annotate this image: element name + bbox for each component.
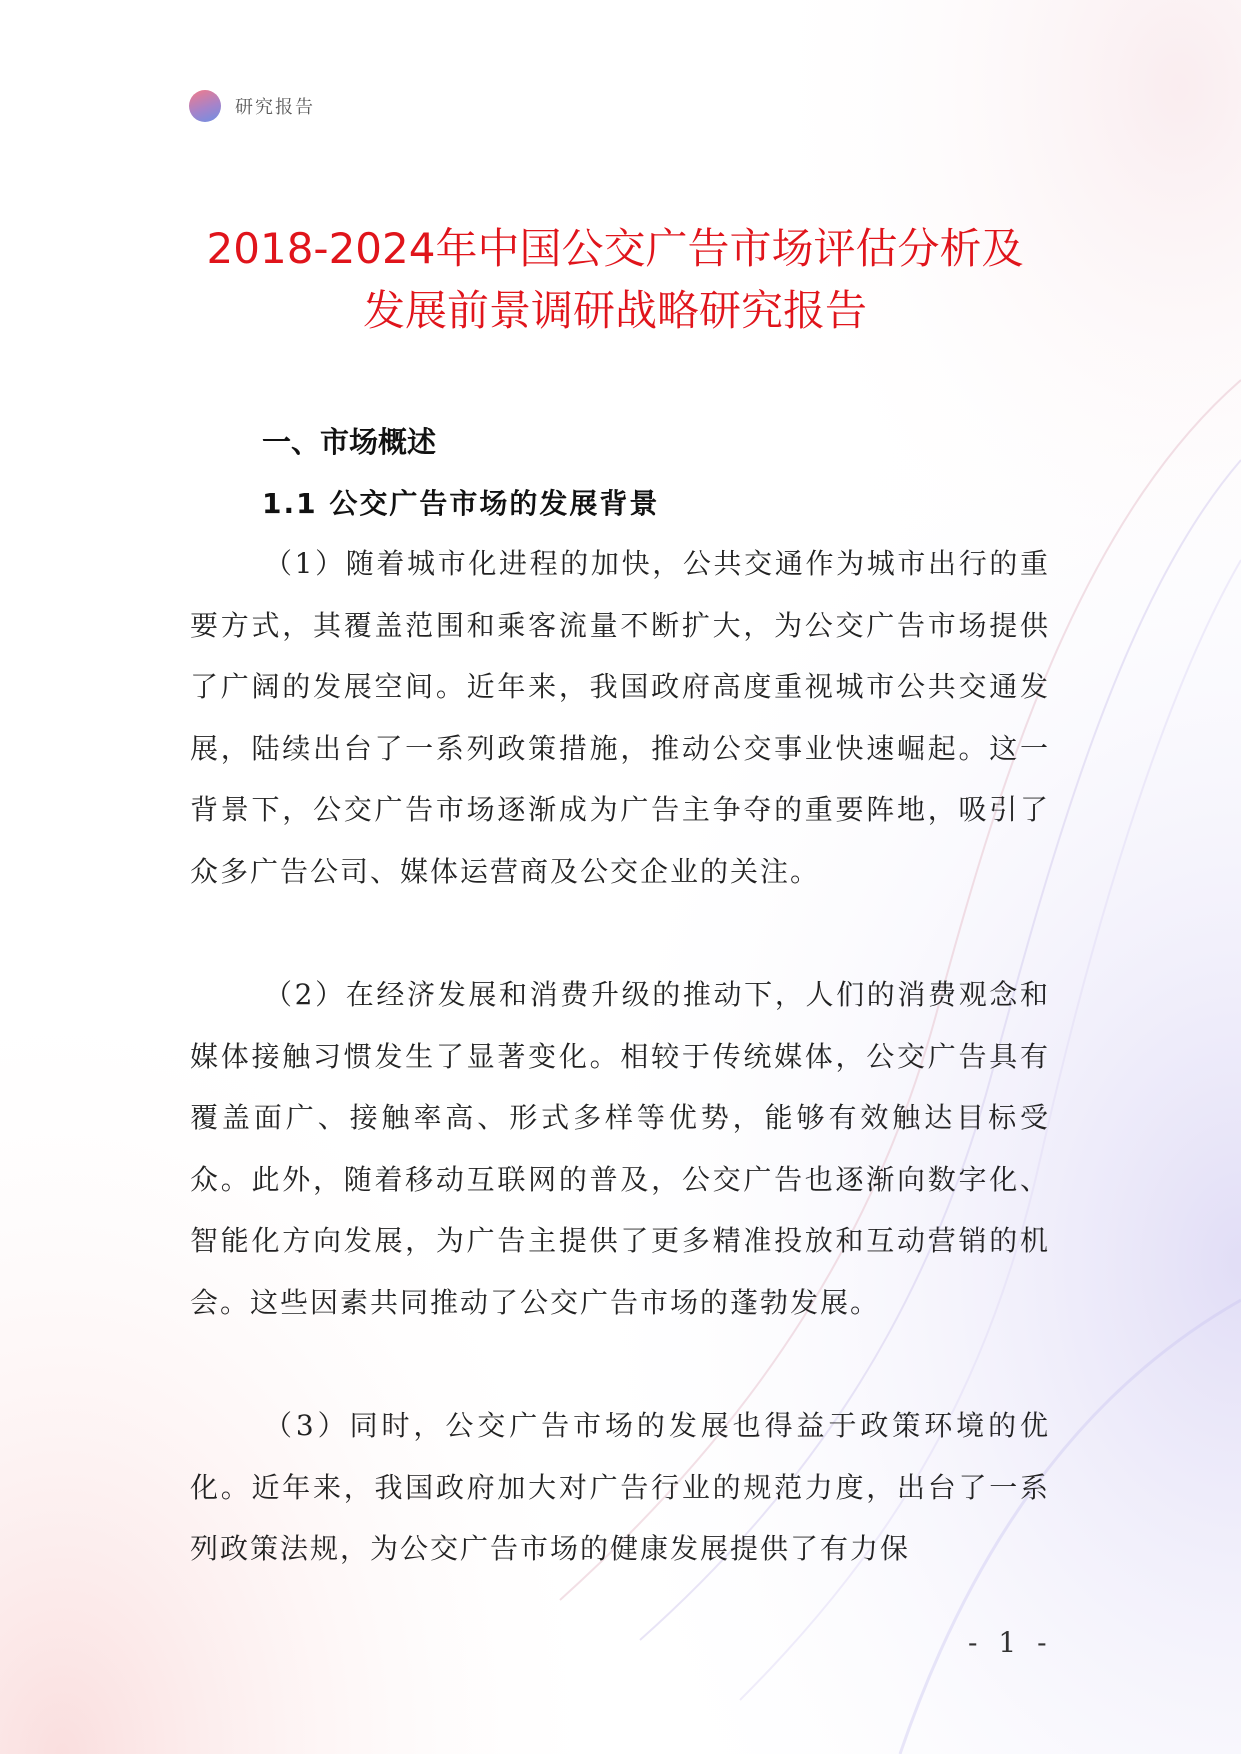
report-logo-icon	[189, 90, 221, 122]
title-line-2: 发展前景调研战略研究报告	[362, 286, 867, 335]
page-number: - 1 -	[968, 1626, 1053, 1659]
paragraph-1: （1）随着城市化进程的加快，公共交通作为城市出行的重要方式，其覆盖范围和乘客流量不断扩大，为公交广告市场提供了广阔的发展空间。近年来，我国政府高度重视城市公共交通发展，陆续出台了一系列政策措施，推动公交事业快速崛起。这一背景下，公交广告市场逐渐成为广告主争夺的重要阵地，吸引了众多广告公司、媒体运营商及公交企业的关注。	[190, 547, 1050, 888]
section-heading: 一、市场概述	[262, 425, 437, 459]
document-title	[175, 218, 1055, 342]
header-label: 研究报告	[235, 97, 315, 118]
subsection-heading: 1.1 公交广告市场的发展背景	[262, 487, 660, 520]
paragraph-2: （2）在经济发展和消费升级的推动下，人们的消费观念和媒体接触习惯发生了显著变化。相较于传统媒体，公交广告具有覆盖面广、接触率高、形式多样等优势，能够有效触达目标受众。此外，随着移动互联网的普及，公交广告也逐渐向数字化、智能化方向发展，为广告主提供了更多精准投放和互动营销的机会。这些因素共同推动了公交广告市场的蓬勃发展。	[190, 978, 1050, 1319]
paragraph-3: （3）同时，公交广告市场的发展也得益于政策环境的优化。近年来，我国政府加大对广告行业的规范力度，出台了一系列政策法规，为公交广告市场的健康发展提供了有力保	[190, 1409, 1050, 1565]
title-line-1: 2018-2024年中国公交广告市场评估分析及	[206, 224, 1024, 273]
report-header	[189, 89, 315, 123]
